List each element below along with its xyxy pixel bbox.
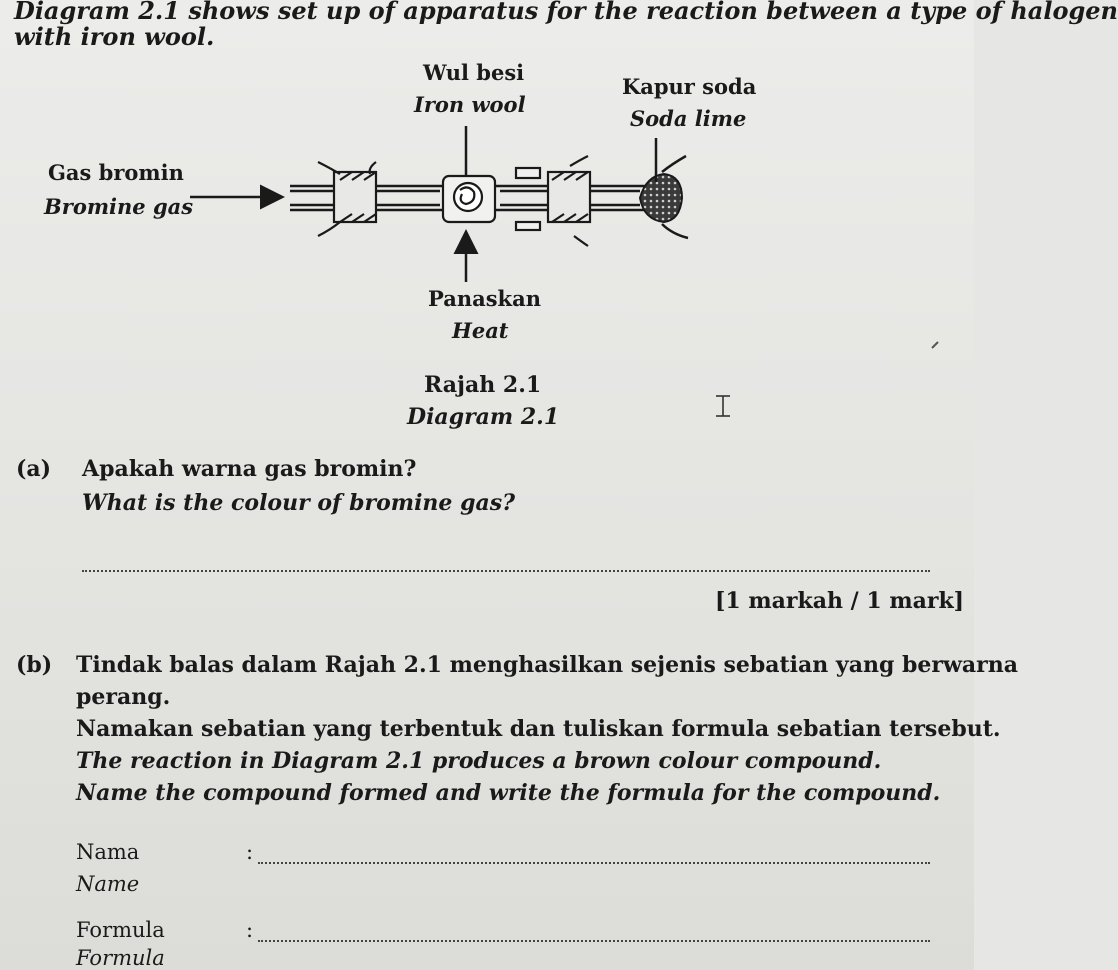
formula-label-malay: Formula	[76, 918, 165, 942]
name-label-malay: Nama	[76, 840, 140, 864]
question-b-english-line-2: Name the compound formed and write the formula for the compound.	[76, 780, 941, 806]
left-stopper	[318, 162, 376, 236]
label-iron-wool: Iron wool	[414, 92, 526, 117]
name-label-english: Name	[76, 872, 140, 896]
label-kapur-soda: Kapur soda	[622, 74, 757, 99]
answer-line-formula[interactable]	[258, 940, 930, 942]
question-b-malay-line-1: Tindak balas dalam Rajah 2.1 menghasilkan sejenis sebatian yang berwarna	[76, 652, 1019, 678]
diagram-caption-english: Diagram 2.1	[407, 404, 560, 430]
question-a-marks	[715, 588, 964, 614]
diagram-caption-malay: Rajah 2.1	[424, 372, 542, 398]
label-heat: Heat	[452, 318, 509, 343]
label-bromine-gas: Bromine gas	[44, 194, 194, 219]
soda-lime-plug	[640, 156, 688, 238]
name-colon: :	[246, 840, 254, 864]
label-gas-bromin: Gas bromin	[48, 160, 184, 185]
question-b-malay-line-2: perang.	[76, 684, 171, 710]
question-b-malay-line-3: Namakan sebatian yang terbentuk dan tuliskan formula sebatian tersebut.	[76, 716, 1001, 742]
marks-text: [1 markah / 1 mark]	[715, 588, 965, 614]
text-cursor-icon	[716, 396, 730, 416]
label-soda-lime: Soda lime	[630, 106, 747, 131]
answer-line-name[interactable]	[258, 862, 930, 864]
formula-label-english: Formula	[76, 946, 165, 970]
intro-line-1: Diagram 2.1 shows set up of apparatus for the reaction between a type of halogen	[14, 0, 1118, 25]
intro-line-2: with iron wool.	[14, 22, 215, 51]
label-wul-besi: Wul besi	[423, 60, 525, 85]
right-stopper	[516, 156, 590, 246]
iron-wool-sample	[443, 176, 495, 222]
label-panaskan: Panaskan	[428, 286, 541, 311]
question-b-number: (b)	[16, 652, 53, 678]
question-a-malay: Apakah warna gas bromin?	[82, 456, 417, 482]
question-a-number: (a)	[16, 456, 52, 482]
question-b-english-line-1: The reaction in Diagram 2.1 produces a brown colour compound.	[76, 748, 882, 774]
question-a-english: What is the colour of bromine gas?	[82, 490, 515, 516]
answer-line-a[interactable]	[82, 570, 930, 572]
formula-colon: :	[246, 918, 254, 942]
